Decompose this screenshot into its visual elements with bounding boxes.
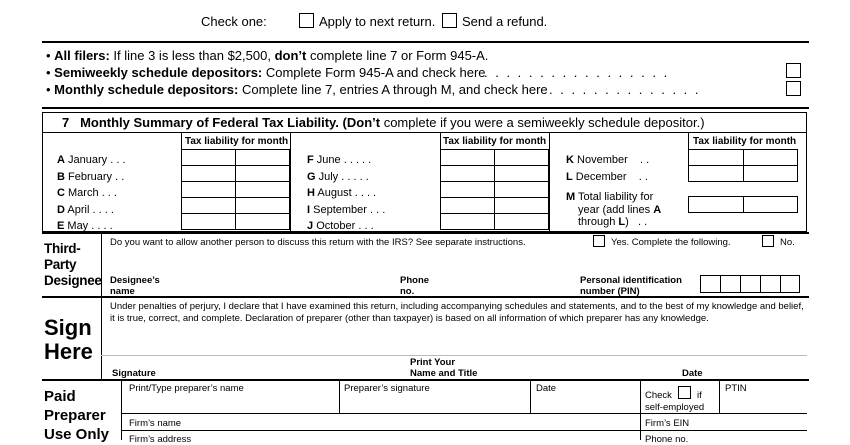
jun-dollars-input[interactable]	[440, 149, 495, 166]
self-employed-checkbox[interactable]	[678, 386, 691, 399]
tax-liability-grid-right	[688, 149, 798, 231]
jan-dollars-input[interactable]	[181, 149, 236, 166]
designee-section-title: Third- Party Designee	[44, 241, 102, 288]
dec-cents-input[interactable]	[743, 165, 798, 182]
month-row-j: J October . . .	[307, 220, 374, 232]
designee-no-checkbox[interactable]	[762, 235, 774, 247]
month-row-b: B February . .	[57, 170, 125, 183]
send-refund-label: Send a refund.	[462, 14, 548, 29]
designee-yes-label: Yes. Complete the following.	[611, 237, 731, 248]
signature-line[interactable]	[101, 355, 807, 356]
feb-cents-input[interactable]	[235, 165, 290, 182]
preparer-signature-label: Preparer’s signature	[344, 383, 430, 394]
month-row-i: I September . . .	[307, 203, 386, 216]
total-liability-label: M Total liability for year (add lines A through L) . .	[566, 191, 662, 228]
designee-pin-input[interactable]	[700, 275, 800, 293]
check-one-label: Check one:	[201, 14, 267, 29]
month-row-g: G July . . . . .	[307, 170, 369, 183]
send-refund-checkbox[interactable]	[442, 13, 457, 28]
oct-cents-input[interactable]	[494, 213, 549, 230]
total-dollars-input[interactable]	[688, 196, 744, 213]
month-row-k: K November . .	[566, 154, 650, 166]
nov-dollars-input[interactable]	[688, 149, 744, 166]
mar-cents-input[interactable]	[235, 181, 290, 198]
month-row-l: L December . .	[566, 170, 648, 183]
divider	[42, 107, 809, 109]
col-header: Tax liability for month	[693, 136, 797, 147]
month-row-f: F June . . . . .	[307, 154, 372, 166]
perjury-statement: Under penalties of perjury, I declare that I have examined this return, including accompanying schedules and statements, and to the best of my knowledge and belief, it is true, correct, and complete. Declaration of preparer (other than taxpayer) is based on all information of which preparer has any knowledge.	[110, 301, 804, 324]
designee-name-label: Designee’s name	[110, 275, 160, 297]
month-row-e: E May . . . .	[57, 220, 113, 232]
semiweekly-checkbox[interactable]	[786, 63, 801, 78]
monthly-checkbox[interactable]	[786, 81, 801, 96]
all-filers-line: • All filers: If line 3 is less than $2,500, don’t complete line 7 or Form 945-A.	[46, 48, 489, 63]
dec-dollars-input[interactable]	[688, 165, 744, 182]
feb-dollars-input[interactable]	[181, 165, 236, 182]
monthly-line: • Monthly schedule depositors: Complete line 7, entries A through M, and check here	[46, 82, 548, 97]
firm-address-label: Firm’s address	[129, 434, 192, 445]
tax-liability-grid-mid	[440, 149, 549, 231]
apr-cents-input[interactable]	[235, 197, 290, 214]
may-dollars-input[interactable]	[181, 213, 236, 230]
firm-name-label: Firm’s name	[129, 418, 182, 429]
sep-dollars-input[interactable]	[440, 197, 495, 214]
divider	[42, 132, 807, 133]
may-cents-input[interactable]	[235, 213, 290, 230]
check-label: Check	[645, 390, 672, 401]
preparer-section-title: Paid Preparer Use Only	[44, 388, 110, 443]
ptin-label: PTIN	[725, 383, 747, 394]
self-employed-label: self-employed	[645, 402, 705, 413]
divider	[42, 41, 809, 43]
sign-here-title: Sign Here	[44, 315, 93, 364]
preparer-date-label: Date	[536, 383, 557, 394]
designee-pin-label: Personal identification number (PIN)	[580, 275, 682, 297]
designee-yes-checkbox[interactable]	[593, 235, 605, 247]
apply-next-return-label: Apply to next return.	[319, 14, 436, 29]
mar-dollars-input[interactable]	[181, 181, 236, 198]
phone-label: Phone no.	[645, 434, 689, 445]
month-row-h: H August . . . .	[307, 187, 377, 199]
line7-title: 7 Monthly Summary of Federal Tax Liability. (Don’t complete if you were a semiweekly schedule depositor.)	[62, 115, 705, 130]
nov-cents-input[interactable]	[743, 149, 798, 166]
monthly-leaders: . . . . . . . . . . . . . .	[549, 82, 701, 97]
aug-cents-input[interactable]	[494, 181, 549, 198]
jun-cents-input[interactable]	[494, 149, 549, 166]
designee-phone-label: Phone no.	[400, 275, 430, 297]
jul-dollars-input[interactable]	[440, 165, 495, 182]
months-right	[566, 152, 649, 185]
designee-no-label: No.	[780, 237, 795, 248]
sign-date-label: Date	[682, 368, 703, 379]
col-header: Tax liability for month	[443, 136, 547, 147]
signature-label: Signature	[112, 368, 156, 379]
month-row-c: C March . . .	[57, 187, 117, 199]
firm-ein-label: Firm’s EIN	[645, 418, 690, 429]
semiweekly-leaders: . . . . . . . . . . . . . . . . .	[484, 65, 670, 80]
preparer-name-label: Print/Type preparer’s name	[129, 383, 244, 394]
aug-dollars-input[interactable]	[440, 181, 495, 198]
month-row-a: A January . . .	[57, 154, 126, 166]
jul-cents-input[interactable]	[494, 165, 549, 182]
col-header: Tax liability for month	[185, 136, 289, 147]
designee-question: Do you want to allow another person to discuss this return with the IRS? See separate instructions.	[110, 237, 526, 248]
apply-next-return-checkbox[interactable]	[299, 13, 314, 28]
months-mid	[307, 152, 385, 235]
total-cents-input[interactable]	[743, 196, 798, 213]
months-left	[57, 152, 126, 235]
jan-cents-input[interactable]	[235, 149, 290, 166]
print-name-label: Print Your Name and Title	[410, 357, 478, 379]
month-row-d: D April . . . .	[57, 203, 114, 216]
semiweekly-line: • Semiweekly schedule depositors: Complete Form 945-A and check here	[46, 65, 486, 80]
apr-dollars-input[interactable]	[181, 197, 236, 214]
oct-dollars-input[interactable]	[440, 213, 495, 230]
sep-cents-input[interactable]	[494, 197, 549, 214]
if-label: if	[697, 390, 702, 401]
tax-liability-grid-left	[181, 149, 290, 231]
